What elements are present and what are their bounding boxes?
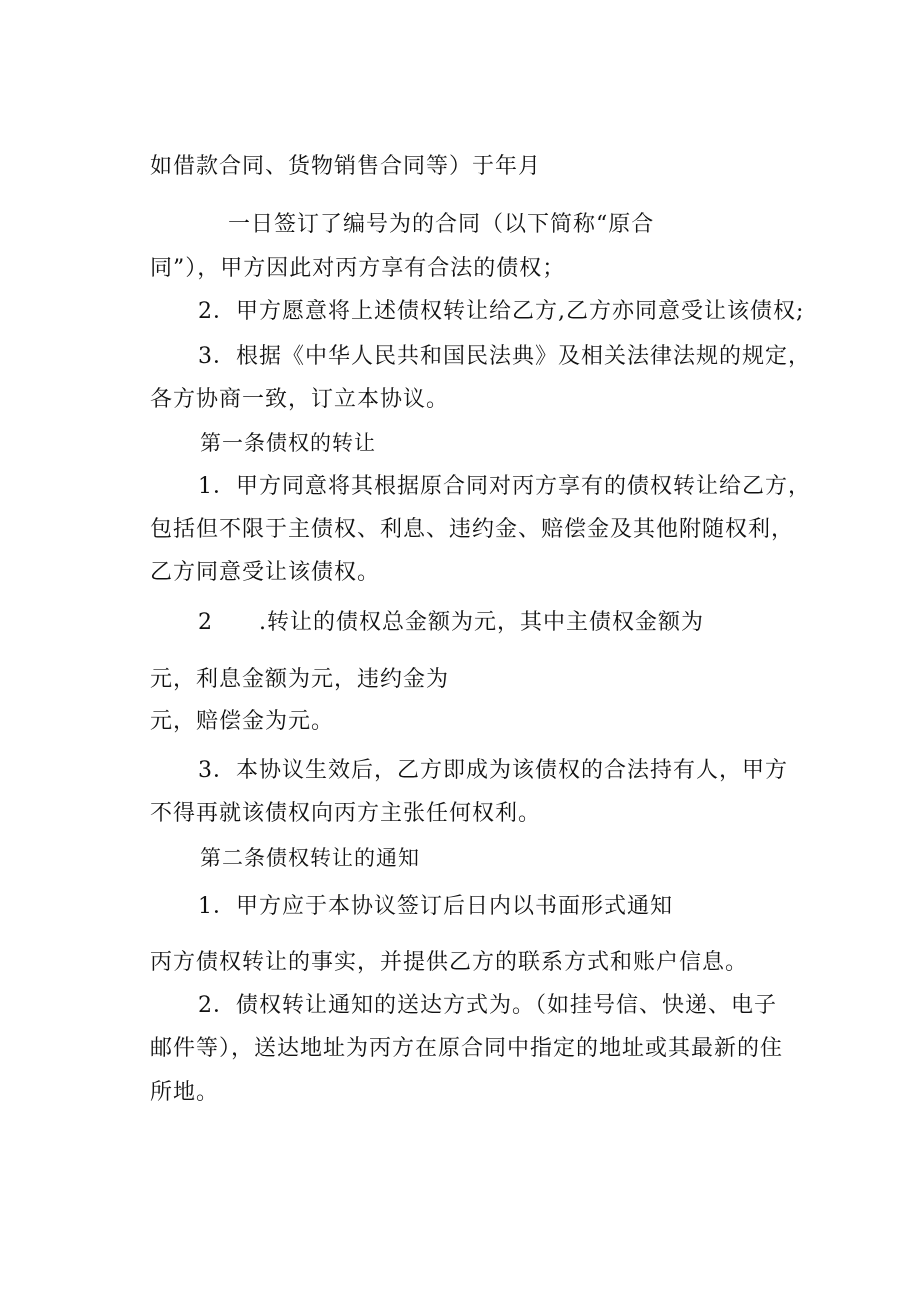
text-line-10: 乙方同意受让该债权。 <box>150 560 381 585</box>
text-line-15: 不得再就该债权向丙方主张任何权利。 <box>150 801 542 826</box>
text-line-1: 如借款合同、货物销售合同等）于年月 <box>150 154 542 179</box>
text-line-11: 2 .转让的债权总金额为元，其中主债权金额为 <box>198 610 704 635</box>
text-line-18: 丙方债权转让的事实，并提供乙方的联系方式和账户信息。 <box>150 950 749 975</box>
text-line-14: 3．本协议生效后，乙方即成为该债权的合法持有人，甲方 <box>198 758 788 783</box>
text-line-21: 所地。 <box>150 1080 220 1105</box>
text-line-9: 包括但不限于主债权、利息、违约金、赔偿金及其他附随权利， <box>150 517 795 542</box>
text-line-12: 元，利息金额为元，违约金为 <box>150 667 450 692</box>
section-heading-2: 第二条债权转让的通知 <box>200 846 420 870</box>
text-line-20: 邮件等），送达地址为丙方在原合同中指定的地址或其最新的住 <box>150 1036 784 1061</box>
text-line-8: 1．甲方同意将其根据原合同对丙方享有的债权转让给乙方， <box>198 474 811 499</box>
text-line-17: 1．甲方应于本协议签订后日内以书面形式通知 <box>198 894 673 919</box>
text-line-6: 各方协商一致，订立本协议。 <box>150 387 450 412</box>
text-line-4: 2．甲方愿意将上述债权转让给乙方,乙方亦同意受让该债权; <box>198 299 805 324</box>
text-line-2: 一日签订了编号为的合同（以下简称“原合 <box>228 212 655 237</box>
text-line-13: 元，赔偿金为元。 <box>150 709 335 734</box>
section-heading-1: 第一条债权的转让 <box>200 431 376 455</box>
text-line-19: 2．债权转让通知的送达方式为。（如挂号信、快递、电子 <box>198 993 777 1018</box>
text-line-5: 3．根据《中华人民共和国民法典》及相关法律法规的规定， <box>198 344 811 369</box>
text-line-3: 同”），甲方因此对丙方享有合法的债权； <box>150 256 566 281</box>
